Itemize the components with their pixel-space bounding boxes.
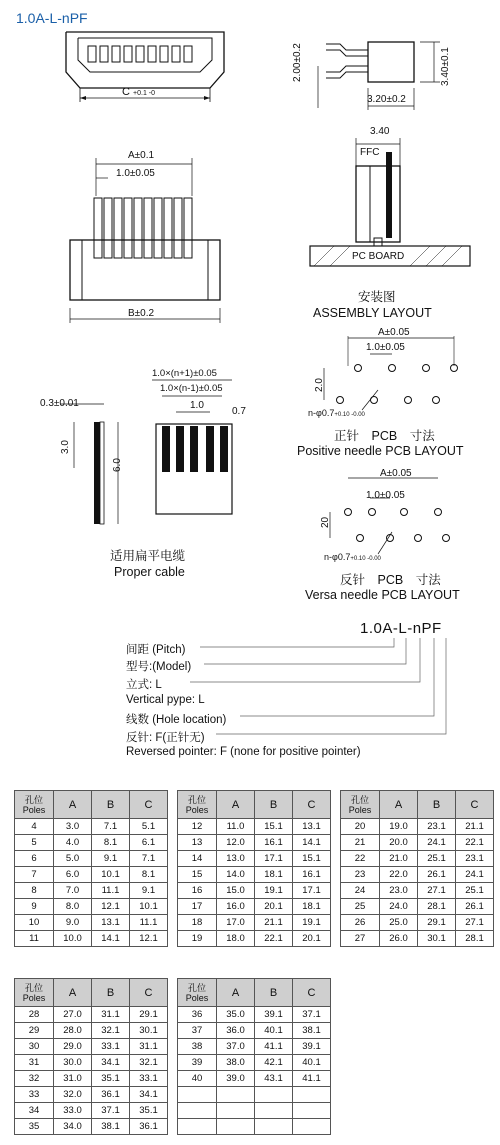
table-cell — [255, 1119, 293, 1135]
table-cell: 31.0 — [54, 1071, 92, 1087]
table-row — [178, 915, 331, 931]
dimension-table-1 — [14, 790, 168, 947]
table-cell: 26.0 — [380, 931, 418, 947]
table-cell: 23 — [341, 867, 380, 883]
table-cell: 37 — [178, 1023, 217, 1039]
table-cell: 4 — [15, 819, 54, 835]
ver-caption-en: Versa needle PCB LAYOUT — [305, 588, 460, 602]
dim-c — [122, 86, 155, 98]
table-cell: 36.1 — [130, 1119, 168, 1135]
table-row — [15, 1103, 168, 1119]
table-row — [178, 1103, 331, 1119]
table-row — [178, 1071, 331, 1087]
table-cell: 16 — [178, 883, 217, 899]
table-cell: 39.1 — [255, 1007, 293, 1023]
header-a: A — [54, 979, 92, 1007]
table-row — [178, 883, 331, 899]
table-cell: 15.0 — [217, 883, 255, 899]
table-cell: 17 — [178, 899, 217, 915]
table-cell: 7.0 — [54, 883, 92, 899]
table-cell: 19.0 — [380, 819, 418, 835]
document-title: 1.0A-L-nPF — [16, 10, 88, 26]
ver-dim-a: A±0.05 — [380, 468, 412, 479]
table-cell: 15 — [178, 867, 217, 883]
pos-dim-a: A±0.05 — [378, 327, 410, 338]
table-cell: 30.0 — [54, 1055, 92, 1071]
table-cell: 40 — [178, 1071, 217, 1087]
table-cell: 6.1 — [130, 835, 168, 851]
table-cell: 16.0 — [217, 899, 255, 915]
table-cell: 42.1 — [255, 1055, 293, 1071]
table-cell — [178, 1119, 217, 1135]
table-cell: 13.1 — [293, 819, 331, 835]
legend-hole-location: 线数 (Hole location) — [126, 714, 227, 726]
header-poles: 孔位 Poles — [15, 979, 54, 1007]
dimension-table-4 — [14, 978, 168, 1135]
table-cell: 32 — [15, 1071, 54, 1087]
ver-hole-label: n-φ0.7 — [324, 552, 351, 562]
table-cell: 21.0 — [380, 851, 418, 867]
table-cell: 28 — [15, 1007, 54, 1023]
asm-caption-en: ASSEMBLY LAYOUT — [313, 306, 432, 320]
table-row — [15, 1119, 168, 1135]
table-cell: 27.1 — [456, 915, 494, 931]
header-b: B — [255, 791, 293, 819]
legend-reversed-cn: 反针: F(正针无) — [126, 732, 205, 744]
table-cell — [293, 1087, 331, 1103]
header-b: B — [418, 791, 456, 819]
table-cell: 22.0 — [380, 867, 418, 883]
table-cell: 29.1 — [130, 1007, 168, 1023]
table-row — [15, 931, 168, 947]
table-cell: 6 — [15, 851, 54, 867]
asm-caption-cn: 安装图 — [358, 290, 396, 304]
connector-top-view — [60, 30, 230, 110]
table-cell: 20.1 — [255, 899, 293, 915]
table-cell: 22.1 — [255, 931, 293, 947]
table-row — [15, 1039, 168, 1055]
cable-dim-n1: 1.0×(n+1)±0.05 — [152, 368, 217, 379]
table-cell — [178, 1087, 217, 1103]
table-cell: 33.0 — [54, 1103, 92, 1119]
table-cell: 7.1 — [130, 851, 168, 867]
table-cell: 35.1 — [92, 1071, 130, 1087]
table-cell: 24 — [341, 883, 380, 899]
table-cell: 18.0 — [217, 931, 255, 947]
ver-dim-20: 20 — [320, 516, 331, 528]
table-cell: 14.1 — [293, 835, 331, 851]
table-cell: 36 — [178, 1007, 217, 1023]
table-cell: 29.0 — [54, 1039, 92, 1055]
table-cell: 23.1 — [418, 819, 456, 835]
table-cell: 25.1 — [456, 883, 494, 899]
dim-a: A±0.1 — [128, 150, 155, 161]
table-cell: 27.0 — [54, 1007, 92, 1023]
table-cell: 9.1 — [92, 851, 130, 867]
dimension-table-3 — [340, 790, 494, 947]
table-cell: 41.1 — [293, 1071, 331, 1087]
legend-reversed-en: Reversed pointer: F (none for positive pointer) — [126, 746, 361, 758]
table-cell: 30 — [15, 1039, 54, 1055]
table-row — [15, 883, 168, 899]
table-cell: 36.0 — [217, 1023, 255, 1039]
table-cell: 26 — [341, 915, 380, 931]
table-cell: 25.1 — [418, 851, 456, 867]
table-cell: 7 — [15, 867, 54, 883]
table-cell: 29.1 — [418, 915, 456, 931]
header-c: C — [130, 791, 168, 819]
table-cell: 37.1 — [92, 1103, 130, 1119]
table-cell: 27 — [341, 931, 380, 947]
pos-hole — [308, 408, 365, 418]
table-row — [178, 899, 331, 915]
table-cell: 39.1 — [293, 1039, 331, 1055]
dim-side-w: 3.20±0.2 — [367, 94, 406, 105]
table-cell: 16.1 — [293, 867, 331, 883]
table-row — [15, 1055, 168, 1071]
pos-caption-cn: 正针 PCB 寸法 — [334, 429, 435, 443]
ver-caption-cn: 反针 PCB 寸法 — [340, 573, 441, 587]
header-c: C — [293, 979, 331, 1007]
pos-dim-20: 2.0 — [314, 378, 325, 392]
header-poles: 孔位 Poles — [341, 791, 380, 819]
table-cell: 11.1 — [92, 883, 130, 899]
table-cell: 8.1 — [130, 867, 168, 883]
table-cell: 8.0 — [54, 899, 92, 915]
table-cell: 14 — [178, 851, 217, 867]
table-cell — [293, 1119, 331, 1135]
table-cell: 34 — [15, 1103, 54, 1119]
pos-hole-tol: +0.10 -0.00 — [334, 412, 365, 418]
table-row — [178, 1039, 331, 1055]
table-cell — [178, 1103, 217, 1119]
table-row — [15, 1023, 168, 1039]
table-cell: 18 — [178, 915, 217, 931]
header-poles: 孔位 Poles — [178, 979, 217, 1007]
table-cell: 12 — [178, 819, 217, 835]
table-cell: 29 — [15, 1023, 54, 1039]
table-cell: 10.1 — [130, 899, 168, 915]
dim-pitch: 1.0±0.05 — [116, 168, 155, 179]
table-cell: 38.1 — [293, 1023, 331, 1039]
table-cell: 17.1 — [255, 851, 293, 867]
table-cell: 32.1 — [130, 1055, 168, 1071]
table-cell — [255, 1103, 293, 1119]
table-cell: 9.1 — [130, 883, 168, 899]
pos-hole-label: n-φ0.7 — [308, 408, 335, 418]
table-row — [341, 867, 494, 883]
cable-caption-cn: 适用扁平电缆 — [110, 549, 186, 563]
header-b: B — [92, 791, 130, 819]
table-cell: 22.1 — [456, 835, 494, 851]
legend-leader-lines — [180, 634, 460, 744]
header-c: C — [293, 791, 331, 819]
table-cell: 41.1 — [255, 1039, 293, 1055]
table-cell: 20 — [341, 819, 380, 835]
table-row — [15, 899, 168, 915]
header-a: A — [217, 791, 255, 819]
table-cell: 31 — [15, 1055, 54, 1071]
table-cell: 36.1 — [92, 1087, 130, 1103]
table-row — [178, 835, 331, 851]
table-cell: 33 — [15, 1087, 54, 1103]
dimension-table-2 — [177, 790, 331, 947]
table-cell: 13 — [178, 835, 217, 851]
table-row — [341, 915, 494, 931]
table-row — [178, 851, 331, 867]
header-a: A — [380, 791, 418, 819]
table-cell: 22 — [341, 851, 380, 867]
dim-side-h: 2.00±0.2 — [292, 43, 303, 82]
legend-vertical-cn: 立式: L — [126, 679, 162, 691]
cable-dim-07: 0.7 — [232, 406, 246, 417]
table-cell: 13.0 — [217, 851, 255, 867]
asm-pcb-label: PC BOARD — [352, 251, 405, 262]
table-cell: 12.1 — [92, 899, 130, 915]
table-row — [341, 931, 494, 947]
header-b: B — [255, 979, 293, 1007]
table-cell: 3.0 — [54, 819, 92, 835]
table-cell: 40.1 — [255, 1023, 293, 1039]
dim-c-tol: +0.1 -0 — [133, 90, 156, 97]
table-cell: 31.1 — [130, 1039, 168, 1055]
table-row — [178, 931, 331, 947]
table-cell: 4.0 — [54, 835, 92, 851]
table-cell: 11 — [15, 931, 54, 947]
table-cell: 19.1 — [293, 915, 331, 931]
table-row — [178, 819, 331, 835]
table-cell: 9 — [15, 899, 54, 915]
table-cell: 28.1 — [418, 899, 456, 915]
asm-ffc-label: FFC — [360, 147, 380, 158]
cable-thickness: 0.3±0.01 — [40, 398, 79, 409]
table-cell: 35 — [15, 1119, 54, 1135]
table-cell: 21 — [341, 835, 380, 851]
table-row — [178, 1055, 331, 1071]
table-cell: 8 — [15, 883, 54, 899]
table-cell: 38.0 — [217, 1055, 255, 1071]
table-cell: 35.1 — [130, 1103, 168, 1119]
table-cell: 34.1 — [130, 1087, 168, 1103]
dim-side-r: 3.40±0.1 — [440, 47, 451, 86]
table-cell: 19.1 — [255, 883, 293, 899]
table-cell: 5.1 — [130, 819, 168, 835]
cable-dim-60: 6.0 — [112, 458, 123, 472]
table-cell: 5.0 — [54, 851, 92, 867]
table-row — [178, 1119, 331, 1135]
table-cell: 17.0 — [217, 915, 255, 931]
table-cell: 8.1 — [92, 835, 130, 851]
ver-dim-pitch: 1.0±0.05 — [366, 490, 405, 501]
table-cell: 17.1 — [293, 883, 331, 899]
header-c: C — [456, 791, 494, 819]
table-row — [178, 867, 331, 883]
table-row — [178, 1023, 331, 1039]
table-cell — [217, 1119, 255, 1135]
table-cell: 7.1 — [92, 819, 130, 835]
table-cell: 11.1 — [130, 915, 168, 931]
asm-width: 3.40 — [370, 126, 390, 137]
table-cell: 20.1 — [293, 931, 331, 947]
legend-part-number: 1.0A-L-nPF — [360, 620, 442, 637]
dim-b: B±0.2 — [128, 308, 155, 319]
table-cell: 24.1 — [456, 867, 494, 883]
table-row — [178, 1007, 331, 1023]
table-row — [15, 1071, 168, 1087]
table-cell: 30.1 — [130, 1023, 168, 1039]
table-row — [15, 835, 168, 851]
table-cell: 33.1 — [130, 1071, 168, 1087]
table-cell: 28.0 — [54, 1023, 92, 1039]
table-cell — [255, 1087, 293, 1103]
cable-dim-n2: 1.0×(n-1)±0.05 — [160, 383, 223, 394]
cable-dim-30: 3.0 — [60, 440, 71, 454]
table-cell: 39.0 — [217, 1071, 255, 1087]
ver-hole — [324, 552, 381, 562]
table-cell: 32.1 — [92, 1023, 130, 1039]
table-row — [15, 867, 168, 883]
dimension-table-5 — [177, 978, 331, 1135]
table-cell: 21.1 — [255, 915, 293, 931]
table-cell: 10 — [15, 915, 54, 931]
table-cell: 20.0 — [380, 835, 418, 851]
pos-caption-en: Positive needle PCB LAYOUT — [297, 444, 464, 458]
table-cell: 28.1 — [456, 931, 494, 947]
header-poles: 孔位 Poles — [15, 791, 54, 819]
table-row — [15, 1007, 168, 1023]
table-cell: 25.0 — [380, 915, 418, 931]
table-cell: 35.0 — [217, 1007, 255, 1023]
table-cell: 25 — [341, 899, 380, 915]
table-cell: 38.1 — [92, 1119, 130, 1135]
table-row — [341, 883, 494, 899]
table-cell: 23.1 — [456, 851, 494, 867]
table-cell: 40.1 — [293, 1055, 331, 1071]
table-cell: 34.1 — [92, 1055, 130, 1071]
table-row — [341, 819, 494, 835]
legend-model: 型号:(Model) — [126, 661, 192, 673]
legend-pitch: 间距 (Pitch) — [126, 644, 186, 656]
table-row — [15, 1087, 168, 1103]
table-cell: 10.0 — [54, 931, 92, 947]
table-cell: 15.1 — [255, 819, 293, 835]
table-row — [15, 851, 168, 867]
table-cell: 26.1 — [456, 899, 494, 915]
table-cell — [217, 1103, 255, 1119]
table-cell: 14.1 — [92, 931, 130, 947]
table-row — [178, 1087, 331, 1103]
header-a: A — [217, 979, 255, 1007]
header-b: B — [92, 979, 130, 1007]
table-row — [15, 915, 168, 931]
table-cell: 43.1 — [255, 1071, 293, 1087]
table-cell: 38 — [178, 1039, 217, 1055]
table-cell: 18.1 — [293, 899, 331, 915]
cable-dim-10: 1.0 — [190, 400, 204, 411]
table-row — [341, 835, 494, 851]
table-cell: 15.1 — [293, 851, 331, 867]
pos-dim-pitch: 1.0±0.05 — [366, 342, 405, 353]
dim-c-label: C — [122, 86, 130, 98]
table-cell: 26.1 — [418, 867, 456, 883]
table-cell: 10.1 — [92, 867, 130, 883]
table-cell: 14.0 — [217, 867, 255, 883]
table-cell: 31.1 — [92, 1007, 130, 1023]
table-cell — [217, 1087, 255, 1103]
table-cell: 12.0 — [217, 835, 255, 851]
header-a: A — [54, 791, 92, 819]
table-cell: 21.1 — [456, 819, 494, 835]
table-cell: 30.1 — [418, 931, 456, 947]
table-cell: 19 — [178, 931, 217, 947]
table-cell: 27.1 — [418, 883, 456, 899]
table-cell: 39 — [178, 1055, 217, 1071]
table-cell: 6.0 — [54, 867, 92, 883]
table-row — [341, 899, 494, 915]
table-row — [15, 819, 168, 835]
table-cell: 12.1 — [130, 931, 168, 947]
ver-hole-tol: +0.10 -0.00 — [350, 556, 381, 562]
table-cell: 18.1 — [255, 867, 293, 883]
table-cell: 5 — [15, 835, 54, 851]
table-row — [341, 851, 494, 867]
table-cell: 24.1 — [418, 835, 456, 851]
table-cell: 23.0 — [380, 883, 418, 899]
cable-caption-en: Proper cable — [114, 565, 185, 579]
table-cell — [293, 1103, 331, 1119]
header-poles: 孔位 Poles — [178, 791, 217, 819]
table-cell: 24.0 — [380, 899, 418, 915]
table-cell: 33.1 — [92, 1039, 130, 1055]
table-cell: 11.0 — [217, 819, 255, 835]
header-c: C — [130, 979, 168, 1007]
table-cell: 32.0 — [54, 1087, 92, 1103]
table-cell: 37.1 — [293, 1007, 331, 1023]
legend-vertical-en: Vertical pype: L — [126, 694, 205, 706]
table-cell: 37.0 — [217, 1039, 255, 1055]
table-cell: 9.0 — [54, 915, 92, 931]
table-cell: 16.1 — [255, 835, 293, 851]
table-cell: 34.0 — [54, 1119, 92, 1135]
table-cell: 13.1 — [92, 915, 130, 931]
